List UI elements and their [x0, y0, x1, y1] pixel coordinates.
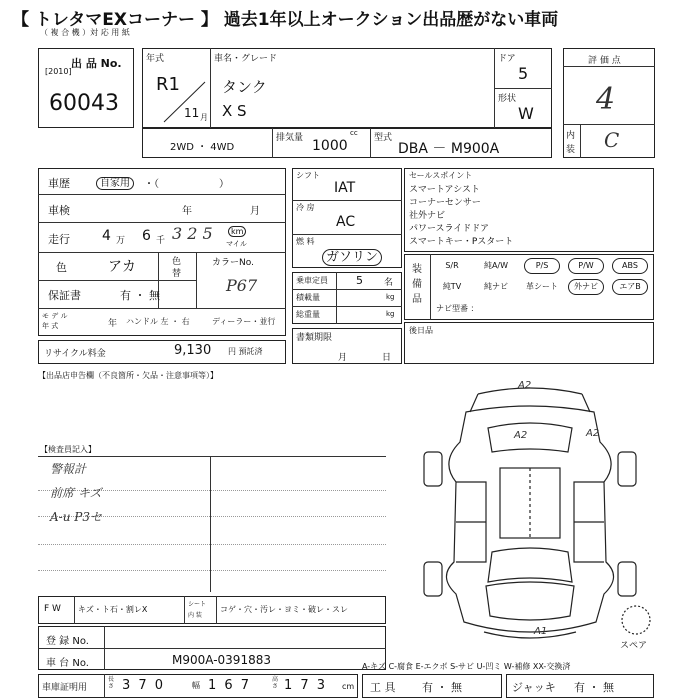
car-diagram	[400, 372, 660, 660]
equip-airbag: エアB	[612, 279, 648, 295]
year-label: 年式	[146, 54, 165, 64]
after-install-box	[404, 322, 654, 364]
mileage-sen-unit: 千	[156, 236, 166, 246]
interior-value: C	[604, 128, 620, 152]
equip-alloy-wheel: 純A/W	[483, 261, 509, 270]
cert-label: 車庫証明用	[42, 683, 88, 693]
lot-label: 出 品 No.	[71, 57, 122, 70]
year-month: 11	[184, 106, 200, 120]
cert-unit: cm	[342, 682, 355, 691]
cert-hgt-label: 高さ	[272, 676, 279, 690]
inspector-note: A-u P3セ	[50, 510, 102, 524]
fuel-label: 燃 料	[296, 237, 315, 246]
doc-deadline-month: 月	[338, 353, 348, 363]
equip-sr: S/R	[445, 261, 459, 270]
page-header	[6, 3, 696, 30]
fw-scratch: キズ・ト石・割レX	[78, 605, 148, 614]
jack-value: 有 ・ 無	[574, 681, 614, 694]
dealer-value: ディーラー・並行	[212, 317, 276, 326]
shape-value: W	[518, 104, 534, 123]
model-year-unit: 年	[108, 319, 118, 329]
damage-legend: A-キズ C-腐食 E-エクボ S-サビ U-凹ミ W-補修 XX-交換済	[362, 662, 571, 671]
year-month-unit: 月	[200, 113, 208, 122]
inspector-note: 警報計	[50, 462, 87, 476]
tools-value: 有 ・ 無	[422, 681, 462, 694]
displacement-unit: cc	[350, 129, 358, 137]
capacity-label: 乗車定員	[296, 276, 328, 285]
inspection-year-unit: 年	[182, 206, 192, 217]
warranty-label: 保証書	[48, 289, 81, 302]
fw-seat-2: 内 装	[188, 612, 202, 619]
navi-model-label: ナビ型番 ：	[436, 304, 479, 313]
inspector-header: 【検査員記入】	[40, 445, 96, 454]
sales-point-item: スマートキー・Pスタート	[409, 237, 514, 247]
after-install-label: 後日品	[409, 326, 433, 335]
aircon-label: 冷 房	[296, 203, 315, 212]
mileage-man-unit: 万	[116, 236, 126, 246]
type-label: 型式	[374, 133, 393, 143]
spare-label: スペア	[620, 641, 648, 651]
sales-point-item: 社外ナビ	[409, 211, 446, 221]
inspection-month-unit: 月	[250, 206, 260, 217]
capacity-unit: 名	[384, 278, 394, 288]
drive-value: 2WD ・ 4WD	[170, 142, 235, 153]
warranty-value: 有 ・ 無	[120, 289, 160, 302]
sub-header: （ 複 合 機 ）対 応 用 紙	[40, 28, 130, 37]
model-year-label-1: モ デ ル	[42, 312, 68, 320]
equip-leather: 革シート	[526, 282, 558, 291]
page-title: 【 トレタマEXコーナー 】 過去1年以上オークション出品歴がない車両	[12, 10, 559, 30]
shift-label: シフト	[296, 171, 320, 180]
equipment-label: 装 備 品	[412, 264, 422, 305]
mileage-man: 4	[102, 228, 111, 244]
year-era: R1	[156, 74, 180, 95]
sales-points-label: セールスポイント	[409, 171, 473, 180]
cert-len-label: 長さ	[108, 676, 115, 690]
interior-label-1: 内	[566, 131, 576, 141]
notes-header: 【出品店申告欄（不良箇所・欠品・注意事項等）】	[38, 371, 218, 380]
inspector-box	[38, 444, 386, 592]
year-slash	[160, 80, 210, 125]
model-name: タンク	[222, 78, 267, 96]
equip-tv: 純TV	[442, 282, 462, 291]
fuel-value: ガソリン	[322, 246, 382, 265]
damage-mark: A2	[514, 430, 528, 441]
shift-value: IAT	[334, 180, 356, 196]
score-label: 評 価 点	[588, 56, 621, 66]
chassis-label: 車 台 No.	[46, 658, 89, 669]
tools-label: 工 具	[370, 681, 396, 694]
history-value: 自家用	[96, 174, 134, 189]
sales-point-item: スマートアシスト	[409, 185, 480, 195]
damage-mark: A2	[586, 428, 600, 439]
cert-len: 3 7 0	[122, 678, 166, 693]
color-change-1: 色	[172, 257, 182, 267]
inspector-note: 前席 キズ	[50, 486, 102, 500]
equip-power-window: P/W	[568, 258, 604, 274]
displacement-value: 1000	[312, 138, 348, 154]
fw-burn: コゲ・穴・汚レ・ヨミ・破レ・スレ	[220, 605, 348, 614]
history-rest: ・（ ）	[144, 179, 229, 190]
doors-label: ドア	[498, 54, 516, 64]
equip-abs: ABS	[612, 258, 648, 274]
fw-label: F W	[44, 604, 61, 614]
handle-value: ハンドル 左 ・ 右	[126, 317, 190, 326]
recycle-value: 9,130	[174, 343, 212, 358]
capacity-value: 5	[356, 274, 363, 287]
load-unit: kg	[386, 293, 395, 301]
cert-wid: 1 6 7	[208, 678, 252, 693]
doc-deadline-day: 日	[382, 353, 392, 363]
gross-unit: kg	[386, 310, 395, 318]
mileage-rest: 3 2 5	[172, 224, 213, 243]
recycle-unit: 円 預託済	[228, 347, 263, 356]
history-label: 車歴	[48, 177, 70, 190]
fw-seat-1: シート	[188, 601, 207, 608]
gross-label: 総重量	[296, 310, 320, 319]
equip-aftermarket-nav: 外ナビ	[568, 279, 604, 295]
type-value: DBA － M900A	[398, 141, 500, 157]
doc-deadline-label: 書類期限	[296, 333, 333, 343]
equip-power-steering: P/S	[524, 258, 560, 274]
model-label: 車名・グレード	[214, 54, 278, 64]
doors-value: 5	[518, 64, 529, 83]
lot-year-stamp: [2010]	[45, 67, 72, 76]
color-value: アカ	[108, 259, 136, 275]
cert-wid-label: 幅	[192, 681, 200, 690]
lot-number: 60043	[49, 91, 119, 116]
mileage-unit-mile: マイル	[226, 240, 247, 248]
model-year-label-2: 年 式	[42, 322, 59, 330]
mileage-label: 走行	[48, 233, 70, 246]
mileage-sen: 6	[142, 228, 151, 244]
color-no-value: P67	[226, 276, 258, 295]
inspection-label: 車検	[48, 204, 70, 217]
cert-hgt: 1 7 3	[284, 678, 328, 693]
recycle-label: リサイクル料金	[44, 349, 106, 359]
aircon-value: AC	[336, 214, 356, 230]
damage-mark: A1	[534, 626, 548, 637]
model-grade: X S	[222, 102, 247, 120]
color-change-2: 替	[172, 269, 182, 279]
color-label: 色	[56, 261, 67, 274]
sales-point-item: パワースライドドア	[409, 224, 490, 234]
chassis-value: M900A-0391883	[172, 653, 271, 667]
load-label: 積載量	[296, 293, 320, 302]
lot-box	[38, 48, 134, 128]
shape-label: 形状	[498, 94, 517, 104]
interior-label-2: 装	[566, 145, 576, 155]
sales-points-box	[404, 168, 654, 252]
damage-mark: A2	[518, 380, 532, 391]
mileage-unit-km: km	[228, 226, 246, 237]
color-no-label: カラーNo.	[212, 258, 254, 268]
jack-label: ジャッキ	[512, 681, 556, 694]
score-value: 4	[596, 82, 616, 117]
displacement-label: 排気量	[276, 133, 304, 143]
equip-nav: 純ナビ	[484, 282, 508, 291]
registration-label: 登 録 No.	[46, 636, 89, 647]
sales-point-item: コーナーセンサー	[409, 198, 481, 208]
